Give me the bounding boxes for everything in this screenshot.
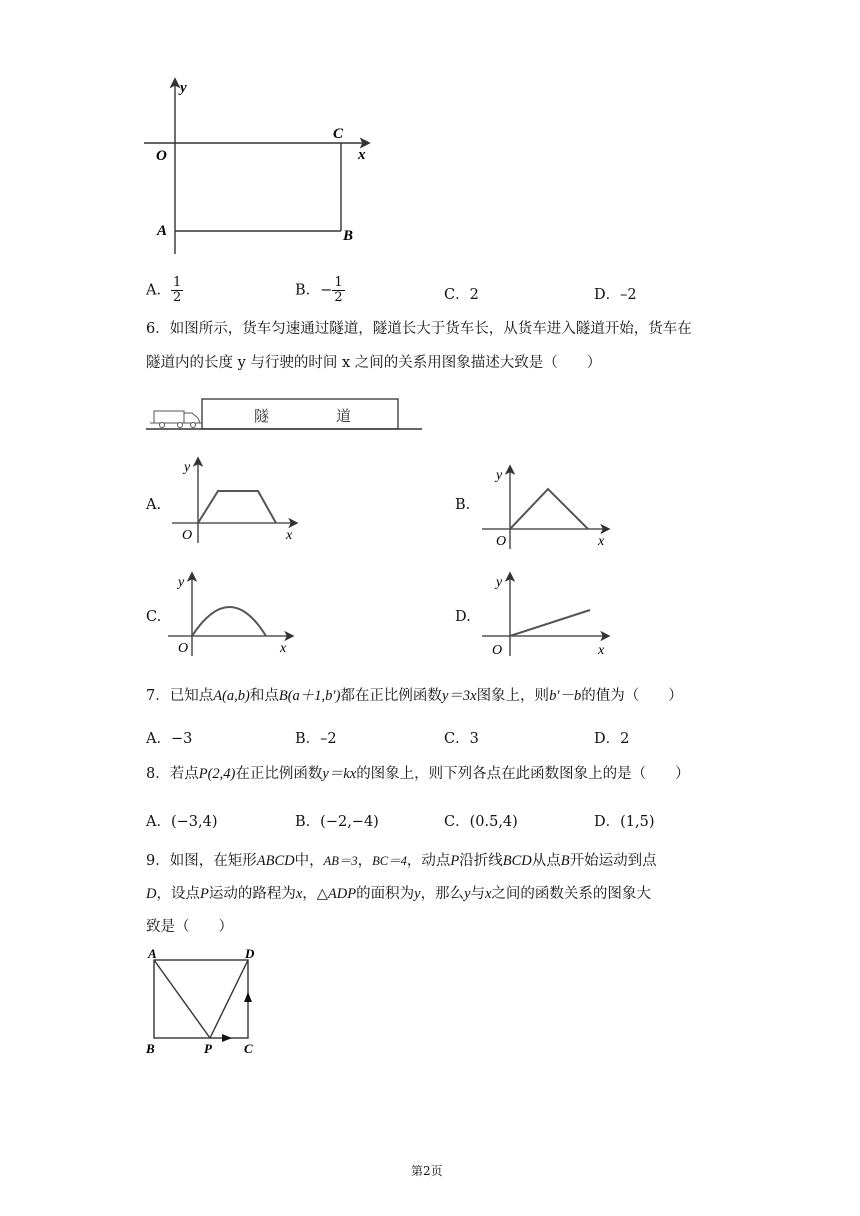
q5-option-d: D．–2: [594, 287, 637, 303]
page-number: 第2页: [411, 1164, 443, 1178]
svg-text:A: A: [148, 946, 157, 961]
q8-option-d: D．(1,5): [594, 814, 655, 830]
q7-option-d: D．2: [594, 731, 630, 747]
svg-text:O: O: [496, 534, 507, 549]
svg-text:x: x: [280, 641, 287, 656]
svg-text:O: O: [182, 528, 193, 543]
q6-graph-c: [168, 570, 298, 660]
label-C: C: [333, 126, 344, 142]
q9-line1: 9．如图，在矩形ABCD中，AB＝3，BC＝4，动点P沿折线BCD从点B开始运动到点: [146, 853, 657, 869]
q5-figure: [140, 76, 380, 256]
q7-option-c: C．3: [444, 731, 479, 747]
svg-text:P: P: [204, 1041, 212, 1056]
q7-stem: 7．已知点A(a,b)和点B(a＋1,b′)都在正比例函数y＝3x图象上，则b′－b的值为（ ）: [146, 688, 683, 704]
svg-text:B: B: [146, 1041, 155, 1056]
label-x: x: [358, 147, 366, 163]
svg-text:y: y: [496, 575, 503, 590]
arrow-right-icon: [222, 1034, 232, 1042]
svg-text:x: x: [598, 534, 605, 549]
q6-graph-a: [168, 455, 303, 547]
label-A: A: [157, 223, 168, 239]
label-y: y: [180, 80, 187, 96]
q6-option-b-label: B.: [455, 497, 471, 513]
svg-text:O: O: [178, 641, 189, 656]
graph-d-curve: [510, 610, 590, 636]
q6-line1: 6．如图所示，货车匀速通过隧道，隧道长大于货车长，从货车进入隧道开始，货车在: [146, 321, 692, 337]
q8-option-b: B．(−2,−4): [295, 814, 379, 830]
tunnel-char-2: 道: [336, 407, 352, 425]
q9-line2: D，设点P运动的路程为x，△ADP的面积为y，那么y与x之间的函数关系的图象大: [146, 886, 651, 902]
q5-option-c: C．2: [444, 287, 479, 303]
q8-stem: 8．若点P(2,4)在正比例函数y＝kx的图象上，则下列各点在此函数图象上的是（ ）: [146, 766, 690, 782]
graph-c-curve: [192, 607, 266, 636]
q5-option-a: A． $\frac{1}{2}$: [146, 275, 182, 305]
svg-text:C: C: [244, 1041, 253, 1056]
q6-line2: 隧道内的长度 y 与行驶的时间 x 之间的关系用图象描述大致是（ ）: [146, 355, 602, 371]
segment-dp: [210, 960, 248, 1038]
svg-text:y: y: [184, 460, 191, 475]
q6-option-c-label: C.: [146, 609, 162, 625]
q9-figure: [142, 944, 267, 1058]
svg-text:y: y: [178, 575, 185, 590]
tunnel-figure: [146, 394, 426, 434]
q7-option-b: B．–2: [295, 731, 337, 747]
q6-graph-d: [482, 570, 617, 660]
q6-graph-b: [482, 463, 617, 553]
q5-option-b: B．− $\frac{1}{2}$: [295, 275, 343, 305]
segment-ap: [154, 960, 210, 1038]
q8-option-a: A．(−3,4): [146, 814, 218, 830]
graph-b-curve: [510, 489, 588, 529]
svg-text:O: O: [492, 643, 503, 658]
q8-option-c: C．(0.5,4): [444, 814, 518, 830]
graph-a-curve: [198, 491, 276, 523]
q9-line3: 致是（ ）: [146, 919, 233, 935]
svg-text:x: x: [598, 643, 605, 658]
svg-text:x: x: [286, 528, 293, 543]
truck-icon: [150, 411, 202, 428]
tunnel: [202, 399, 398, 429]
svg-text:D: D: [245, 946, 255, 961]
label-O: O: [156, 148, 167, 164]
svg-text:y: y: [496, 468, 503, 483]
label-B: B: [343, 228, 354, 244]
q6-option-a-label: A.: [146, 497, 162, 513]
tunnel-char-1: 隧: [254, 407, 270, 425]
q7-option-a: A．−3: [146, 731, 193, 747]
q6-option-d-label: D.: [455, 609, 471, 625]
arrow-up-icon: [244, 992, 252, 1002]
